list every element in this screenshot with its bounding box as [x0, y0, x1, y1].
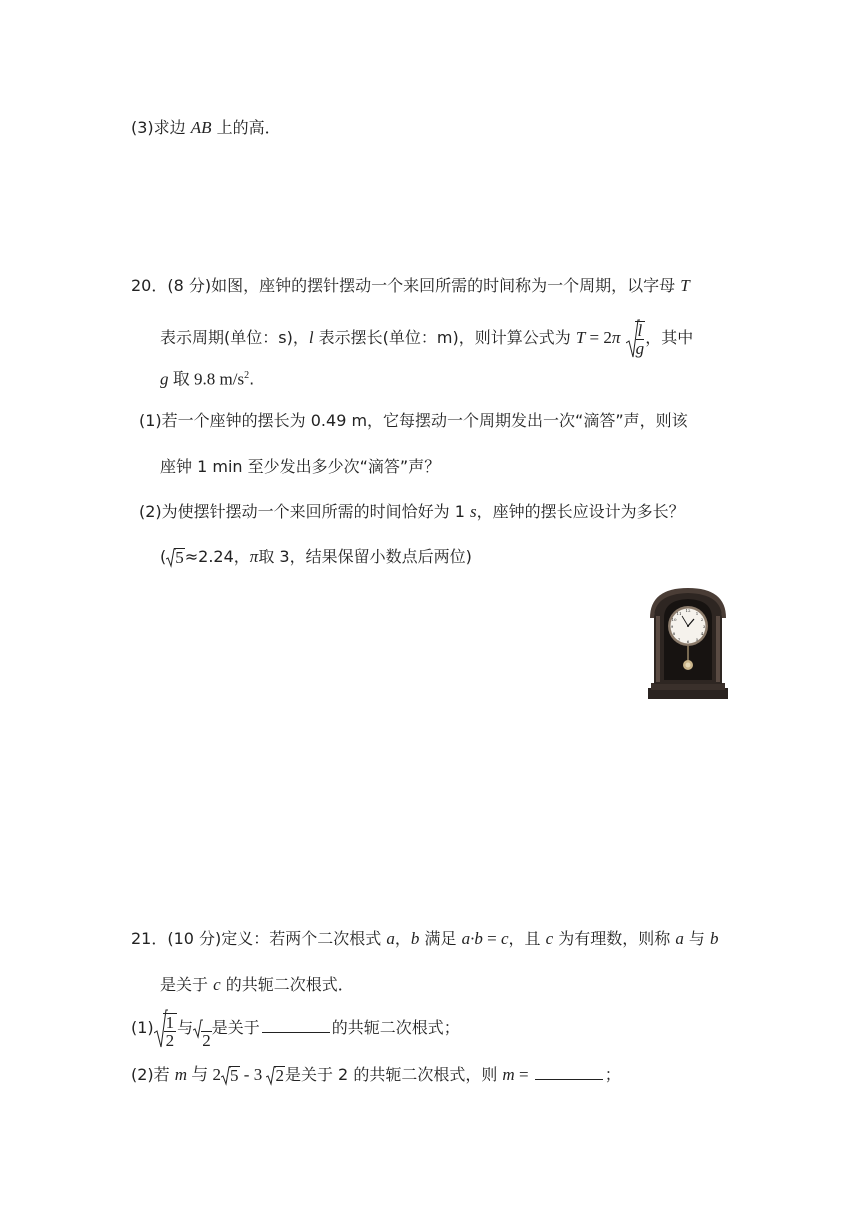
svg-text:1: 1: [695, 611, 699, 616]
q21-line2b: 的共轭二次根式．: [220, 975, 354, 994]
svg-text:3: 3: [702, 624, 706, 629]
q21-var-c: c: [500, 929, 509, 948]
sqrt-5b: 5: [221, 1066, 240, 1086]
q20-part2-a: (2)为使摆针摆动一个来回所需的时间恰好为 1: [139, 502, 471, 521]
q20-line2: [160, 318, 693, 358]
q21-line2: [160, 975, 354, 995]
q20-var-T: T: [680, 276, 690, 295]
q21-head-e: 与: [683, 929, 710, 948]
q21-p2-c: 是关于 2 的共轭二次根式，则: [284, 1065, 503, 1084]
q19-part3-suffix: 上的高．: [211, 118, 281, 137]
q21-p2-minus: - 3: [239, 1065, 267, 1084]
q21-head-d: 为有理数，则称: [553, 929, 676, 948]
q20-part2-a-end: ，座钟的摆长应设计为多长？: [476, 502, 685, 521]
q20-line2a: 表示周期(单位：s)，: [160, 328, 309, 347]
q19-part3: [131, 118, 281, 138]
q21-var-a2: a: [675, 929, 684, 948]
q20-var-l: l: [308, 328, 314, 347]
sqrt-2: 2: [193, 1019, 212, 1039]
formula-lhs: T: [575, 328, 586, 347]
q21-var-b2: b: [710, 929, 719, 948]
q21-line2a: 是关于: [160, 975, 214, 994]
q21-head-b: 满足: [419, 929, 462, 948]
q21-p1-label: (1): [131, 1018, 154, 1037]
q20-line3-end: .: [249, 369, 255, 389]
svg-text:5: 5: [695, 637, 699, 642]
svg-text:8: 8: [672, 631, 676, 636]
svg-text:7: 7: [677, 637, 681, 642]
formula-sqrt: [626, 319, 646, 359]
q21-p1-with: 与: [177, 1018, 194, 1037]
q20-gravity-sup: 2: [244, 370, 250, 381]
q21-var-a: a: [386, 929, 395, 948]
q21-var-c3: c: [213, 975, 221, 994]
q20-part1-line1: [139, 411, 688, 431]
q21-head-c: ，且: [508, 929, 546, 948]
q21-part2: [131, 1065, 621, 1086]
q21-p2-a: (2)若: [131, 1065, 175, 1084]
formula-pi: π: [611, 328, 621, 347]
q19-part3-prefix: (3)求边: [131, 118, 191, 137]
sqrt-half: [154, 1009, 178, 1049]
q21-p1-text: 是关于: [211, 1018, 260, 1037]
q21-p1-blank[interactable]: [262, 1018, 330, 1033]
q21-eq: =: [482, 929, 501, 948]
half-numerator: 1: [165, 1012, 175, 1032]
svg-text:2: 2: [700, 617, 704, 622]
q21-line1: [131, 929, 719, 949]
svg-text:6: 6: [686, 639, 690, 644]
formula-denominator: g: [635, 338, 645, 358]
q20-part2-pi: π: [249, 547, 259, 566]
q21-var-m: m: [174, 1065, 188, 1084]
pendulum-clock-illustration: [646, 588, 730, 700]
q20-part1-line2: [160, 457, 440, 477]
q20-part2-open: (: [160, 547, 167, 566]
q21-p2-blank[interactable]: [535, 1065, 603, 1080]
q20-part2-s: s: [470, 502, 477, 521]
q20-line1: [131, 276, 690, 296]
svg-text:11: 11: [676, 611, 682, 616]
formula-eq: = 2: [585, 328, 612, 347]
q20-part1-a: (1)若一个座钟的摆长为 0.49 m，它每摆动一个周期发出一次“滴答”声，则该: [139, 411, 688, 430]
q20-part1-b: 座钟 1 min 至少发出多少次“滴答”声？: [160, 457, 441, 476]
q19-part3-var: AB: [190, 118, 212, 137]
svg-text:12: 12: [685, 608, 691, 613]
q20-line2c: ，其中: [645, 328, 694, 347]
q21-var-b: b: [410, 929, 420, 948]
q21-product: a·b: [461, 929, 483, 948]
q21-p2-b: 与 2: [187, 1065, 222, 1084]
q20-line2b: 表示摆长(单位：m)，则计算公式为: [313, 328, 576, 347]
sqrt-2b: 2: [266, 1066, 285, 1086]
q20-part2-line1: [139, 502, 685, 522]
q21-comma: ，: [394, 929, 411, 948]
svg-text:9: 9: [670, 624, 674, 629]
q21-p2-end: ；: [604, 1065, 621, 1084]
q20-head: 20．(8 分)如图，座钟的摆针摆动一个来回所需的时间称为一个周期，以字母: [131, 276, 681, 295]
sqrt-5: 5: [166, 548, 185, 568]
svg-text:10: 10: [671, 617, 677, 622]
q21-p2-eq: =: [514, 1065, 533, 1084]
q20-part2-line2: [160, 547, 472, 568]
formula-numerator: l: [637, 320, 643, 340]
q21-part1: [131, 1006, 460, 1050]
q21-var-m2: m: [502, 1065, 515, 1084]
q20-gravity: 取 9.8 m/s: [168, 369, 245, 389]
q20-var-g: g: [160, 369, 169, 389]
svg-text:4: 4: [700, 631, 704, 636]
q21-var-c2: c: [545, 929, 554, 948]
half-denominator: 2: [165, 1030, 175, 1050]
q20-part2-end: 取 3，结果保留小数点后两位): [258, 547, 472, 566]
q21-p1-end: 的共轭二次根式；: [331, 1018, 460, 1037]
q20-part2-approx: ≈2.24，: [184, 547, 250, 566]
q21-head-a: 21．(10 分)定义：若两个二次根式: [131, 929, 387, 948]
q20-line3: [160, 366, 254, 389]
